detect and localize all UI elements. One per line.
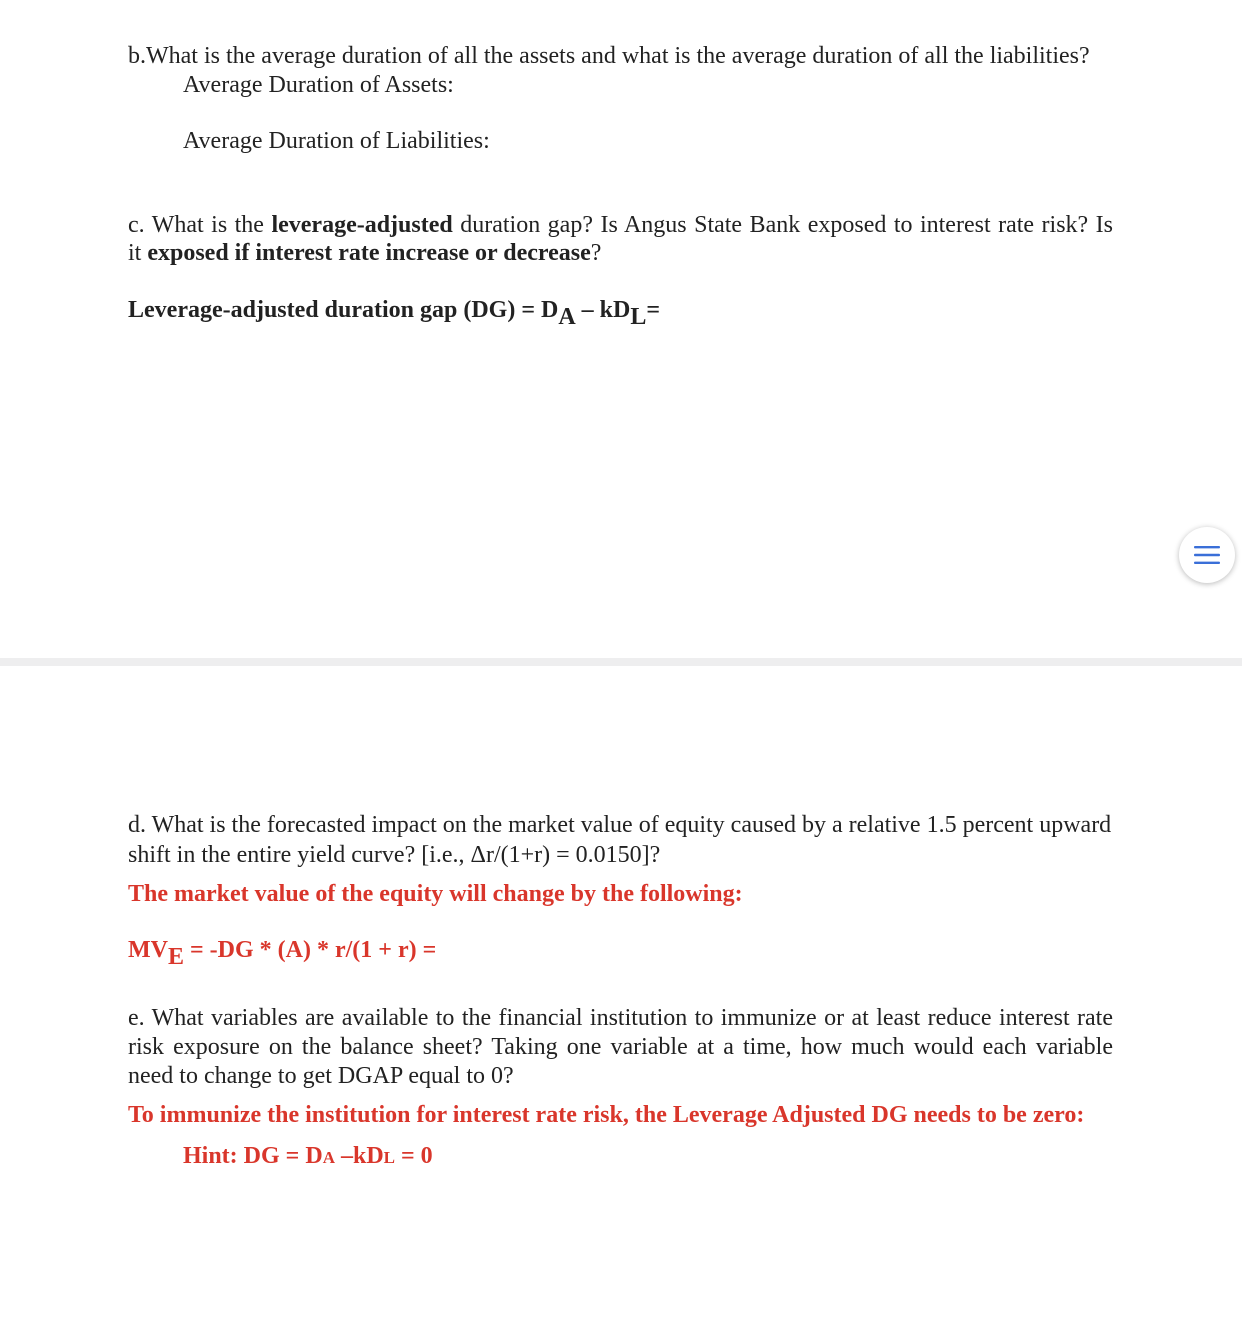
floating-menu-button[interactable] bbox=[1179, 527, 1235, 583]
question-e-line-1: e. What variables are available to the financial institution to immunize or at least reduce interest rate bbox=[128, 1005, 1113, 1031]
avg-duration-liabilities-label: Average Duration of Liabilities: bbox=[183, 128, 490, 154]
answer-d-intro: The market value of the equity will change by the following: bbox=[128, 881, 743, 907]
page-separator bbox=[0, 658, 1242, 666]
question-c-line-1: c. What is the leverage-adjusted duration gap? Is Angus State Bank exposed to interest rate risk? Is bbox=[128, 212, 1113, 238]
question-e-line-3: need to change to get DGAP equal to 0? bbox=[128, 1063, 514, 1089]
avg-duration-assets-label: Average Duration of Assets: bbox=[183, 72, 454, 98]
question-d-line-2: shift in the entire yield curve? [i.e., Δr/(1+r) = 0.0150]? bbox=[128, 842, 661, 868]
question-b: b.What is the average duration of all the assets and what is the average duration of all the liabilities? bbox=[128, 43, 1090, 69]
document-page-1 bbox=[0, 0, 1242, 658]
question-c-line-2: it exposed if interest rate increase or decrease? bbox=[128, 240, 602, 266]
hamburger-menu-icon bbox=[1194, 545, 1220, 565]
question-e-line-2: risk exposure on the balance sheet? Taking one variable at a time, how much would each variable bbox=[128, 1034, 1113, 1060]
duration-gap-formula: Leverage-adjusted duration gap $(DG) = D_A - kD_L=$ bbox=[128, 297, 661, 330]
question-d-line-1: d. What is the forecasted impact on the market value of equity caused by a relative 1.5 percent upward bbox=[128, 812, 1112, 838]
document-page-2 bbox=[0, 666, 1242, 1322]
answer-e-intro: To immunize the institution for interest rate risk, the Leverage Adjusted DG needs to be zero: bbox=[128, 1102, 1085, 1128]
market-value-equity-formula: $MV_E = -DG * (A) * r/(1 + r)$ = bbox=[128, 937, 437, 970]
hint-formula: Hint: DG = DA –kDL = 0 bbox=[183, 1143, 433, 1169]
